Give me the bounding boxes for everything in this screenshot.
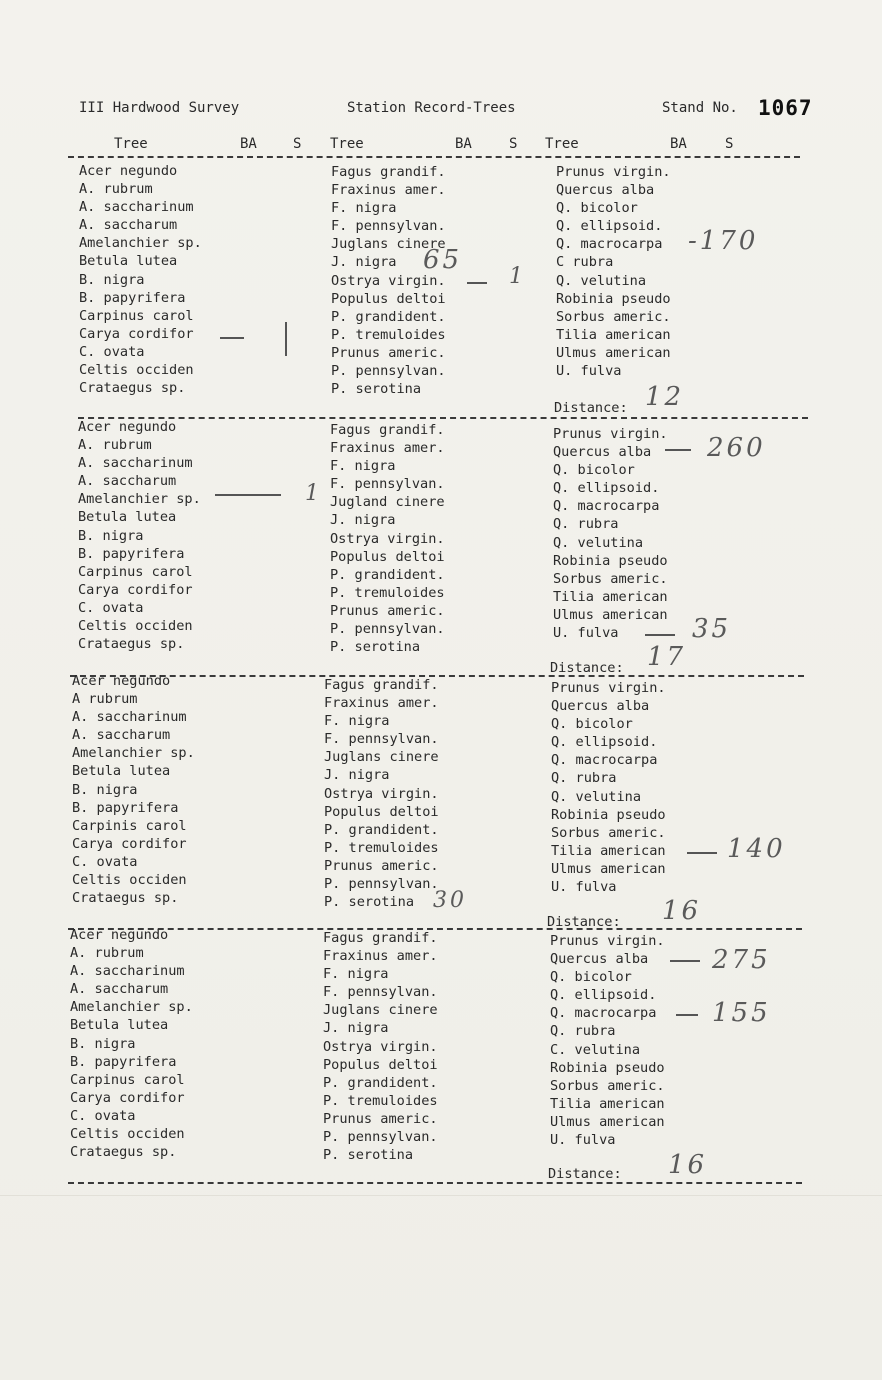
- col1-header: Tree: [114, 136, 148, 152]
- tree-name: P. pennsylvan.: [323, 1129, 438, 1146]
- tree-name: Q. ellipsoid.: [550, 987, 657, 1004]
- section4-col3: [550, 932, 665, 1149]
- section2-col1: [78, 418, 201, 653]
- tree-name: Juglans cinere: [331, 236, 446, 253]
- tree-name: A. saccharinum: [72, 709, 187, 726]
- tree-name: B. papyrifera: [78, 545, 185, 562]
- col2-ba-header: BA: [455, 136, 472, 152]
- tree-name: A. saccharinum: [70, 963, 185, 980]
- tree-name: Prunus virgin.: [553, 426, 668, 442]
- tree-name: Carya cordifor: [79, 325, 194, 342]
- tree-name: Amelanchier sp.: [70, 999, 193, 1016]
- section2-col3: [553, 425, 668, 642]
- tree-name: B. nigra: [70, 1035, 136, 1052]
- tree-name: Fraxinus amer.: [323, 948, 438, 965]
- tree-name: Juglans cinere: [323, 1002, 438, 1019]
- tree-name: Jugland cinere: [330, 494, 445, 511]
- section-divider: [68, 1182, 802, 1184]
- tree-name: Betula lutea: [78, 509, 177, 526]
- tree-name: Q. bicolor: [550, 969, 632, 986]
- tree-name: A. saccharum: [70, 981, 169, 998]
- tree-name: Prunus americ.: [323, 1110, 438, 1127]
- tree-name: Populus deltoi: [324, 803, 439, 820]
- tree-name: Acer negundo: [70, 927, 169, 943]
- tree-name: Q. bicolor: [553, 462, 635, 479]
- handwritten-note: 30: [433, 888, 467, 913]
- section3-col3: [551, 679, 666, 896]
- pencil-tally: [285, 322, 287, 356]
- tree-name: Q. macrocarpa: [553, 498, 660, 515]
- tree-name: P. pennsylvan.: [330, 621, 445, 638]
- distance-value: 16: [662, 896, 702, 926]
- tree-name: Tilia american: [551, 842, 666, 859]
- tree-name: A. rubrum: [79, 181, 153, 198]
- tree-name: Carya cordifor: [72, 835, 187, 852]
- col3-s-header: S: [725, 136, 734, 152]
- tree-name: C. ovata: [78, 599, 144, 616]
- section3-col1: [72, 672, 195, 907]
- tree-name: P. tremuloides: [331, 326, 446, 343]
- tree-name: P. grandident.: [323, 1074, 438, 1091]
- tree-name: F. pennsylvan.: [324, 731, 439, 748]
- pencil-dash: [665, 449, 691, 451]
- tree-name: Celtis occiden: [79, 362, 194, 379]
- tree-name: Carya cordifor: [78, 581, 193, 598]
- tree-name: Quercus alba: [550, 951, 649, 968]
- pencil-dash: [670, 960, 700, 962]
- tree-name: Fagus grandif.: [331, 164, 446, 180]
- tree-name: U. fulva: [553, 625, 619, 642]
- pencil-dash: [645, 634, 675, 636]
- tree-name: Crataegus sp.: [78, 636, 185, 653]
- tree-name: P. pennsylvan.: [324, 876, 439, 893]
- tree-name: Q. rubra: [551, 770, 617, 787]
- tree-name: Robinia pseudo: [553, 552, 668, 569]
- tree-name: Amelanchier sp.: [79, 235, 202, 252]
- tree-name: P. tremuloides: [330, 584, 445, 601]
- tree-name: C. ovata: [79, 343, 145, 360]
- handwritten-note: 35: [692, 614, 732, 644]
- tree-name: Robinia pseudo: [556, 290, 671, 307]
- tree-name: Q. ellipsoid.: [553, 480, 660, 497]
- tree-name: Ostrya virgin.: [324, 785, 439, 802]
- tree-name: Q. ellipsoid.: [556, 218, 663, 235]
- tree-name: Ostrya virgin.: [331, 272, 446, 289]
- tree-name: P. serotina: [323, 1147, 414, 1164]
- tree-name: Carpinis carol: [72, 817, 187, 834]
- paper-fold: [0, 1195, 882, 1196]
- tree-name: Betula lutea: [72, 763, 171, 780]
- handwritten-note: 155: [712, 998, 771, 1028]
- tree-name: Fagus grandif.: [324, 677, 439, 693]
- survey-title: III Hardwood Survey: [79, 100, 240, 116]
- tree-name: Acer negundo: [79, 163, 178, 179]
- tree-name: A. saccharum: [79, 217, 178, 234]
- tree-name: Ulmus american: [551, 860, 666, 877]
- tree-name: Prunus virgin.: [556, 164, 671, 180]
- tree-name: Tilia american: [553, 588, 668, 605]
- col2-header: Tree: [330, 136, 364, 152]
- tree-name: Robinia pseudo: [551, 806, 666, 823]
- tree-name: A. saccharum: [78, 473, 177, 490]
- tree-name: Populus deltoi: [331, 290, 446, 307]
- tree-name: Ostrya virgin.: [323, 1038, 438, 1055]
- handwritten-note: -170: [688, 226, 759, 256]
- tree-name: Q. velutina: [556, 272, 647, 289]
- tree-name: Betula lutea: [70, 1017, 169, 1034]
- tree-name: F. nigra: [323, 966, 389, 983]
- tree-name: A rubrum: [72, 691, 138, 708]
- tree-name: Sorbus americ.: [556, 308, 671, 325]
- tree-name: P. tremuloides: [324, 839, 439, 856]
- tree-name: Q. macrocarpa: [550, 1005, 657, 1022]
- col1-ba-header: BA: [240, 136, 257, 152]
- tree-name: Sorbus americ.: [551, 824, 666, 841]
- section2-col2: [330, 421, 445, 656]
- tree-name: U. fulva: [556, 363, 622, 380]
- tree-name: Carya cordifor: [70, 1089, 185, 1106]
- tree-name: Populus deltoi: [323, 1056, 438, 1073]
- tree-name: B. nigra: [79, 271, 145, 288]
- tree-name: P. grandident.: [330, 566, 445, 583]
- section4-col2: [323, 929, 438, 1164]
- tree-name: Q. velutina: [551, 788, 642, 805]
- tree-name: Juglans cinere: [324, 749, 439, 766]
- tree-name: Q. bicolor: [551, 716, 633, 733]
- tree-name: Prunus americ.: [330, 602, 445, 619]
- tree-name: Prunus virgin.: [550, 933, 665, 949]
- tree-name: U. fulva: [551, 879, 617, 896]
- handwritten-note: 140: [727, 834, 786, 864]
- tree-name: Q. velutina: [553, 534, 644, 551]
- tree-name: Q. macrocarpa: [556, 236, 663, 253]
- section3-col2: [324, 676, 439, 911]
- tree-name: Ulmus american: [550, 1113, 665, 1130]
- section1-col2: [331, 163, 446, 398]
- pencil-dash: [687, 852, 717, 854]
- stand-label: Stand No.: [662, 100, 738, 116]
- tree-name: Fraxinus amer.: [324, 695, 439, 712]
- tree-name: Carpinus carol: [78, 563, 193, 580]
- section1-col3: [556, 163, 671, 380]
- section4-col1: [70, 926, 193, 1161]
- tree-name: F. pennsylvan.: [330, 476, 445, 493]
- tree-name: Fagus grandif.: [323, 930, 438, 946]
- tree-name: Populus deltoi: [330, 548, 445, 565]
- tree-name: P. serotina: [330, 639, 421, 656]
- tree-name: Carpinus carol: [79, 307, 194, 324]
- header-divider: [68, 156, 800, 158]
- tree-name: C. ovata: [70, 1107, 136, 1124]
- tree-name: Acer negundo: [72, 673, 171, 689]
- tree-name: Prunus americ.: [331, 344, 446, 361]
- tree-name: Crataegus sp.: [72, 890, 179, 907]
- tree-name: Robinia pseudo: [550, 1059, 665, 1076]
- tree-name: B. nigra: [72, 781, 138, 798]
- tree-name: Prunus americ.: [324, 857, 439, 874]
- pencil-dash: [220, 337, 244, 339]
- tree-name: Q. rubra: [550, 1023, 616, 1040]
- handwritten-note: 65: [423, 245, 463, 275]
- handwritten-note: 1: [509, 264, 526, 289]
- tree-name: Crataegus sp.: [70, 1144, 177, 1161]
- tree-name: Tilia american: [550, 1095, 665, 1112]
- tree-name: Q. bicolor: [556, 200, 638, 217]
- pencil-dash: [467, 282, 487, 284]
- tree-name: Sorbus americ.: [553, 570, 668, 587]
- tree-name: Ostrya virgin.: [330, 530, 445, 547]
- tree-name: F. nigra: [330, 458, 396, 475]
- col2-s-header: S: [509, 136, 518, 152]
- pencil-dash: [676, 1014, 698, 1016]
- tree-name: Crataegus sp.: [79, 380, 186, 397]
- distance-label: Distance:: [547, 914, 621, 930]
- stand-number: 1067: [758, 96, 813, 120]
- tree-name: Sorbus americ.: [550, 1077, 665, 1094]
- tree-name: A. saccharinum: [79, 199, 194, 216]
- tree-name: Ulmus american: [556, 344, 671, 361]
- tree-name: P. pennsylvan.: [331, 363, 446, 380]
- tree-name: Q. rubra: [553, 516, 619, 533]
- tree-name: B. nigra: [78, 527, 144, 544]
- col1-s-header: S: [293, 136, 302, 152]
- tree-name: Ulmus american: [553, 606, 668, 623]
- tree-name: C. velutina: [550, 1041, 641, 1058]
- tree-name: A. saccharum: [72, 727, 171, 744]
- tree-name: Prunus virgin.: [551, 680, 666, 696]
- tree-name: Q. ellipsoid.: [551, 734, 658, 751]
- handwritten-note: 260: [707, 433, 766, 463]
- tree-name: U. fulva: [550, 1132, 616, 1149]
- tree-name: P. serotina: [331, 381, 422, 398]
- tree-name: Betula lutea: [79, 253, 178, 270]
- tree-name: Amelanchier sp.: [78, 491, 201, 508]
- distance-label: Distance:: [550, 660, 624, 676]
- tree-name: Quercus alba: [551, 698, 650, 715]
- tree-name: J. nigra: [323, 1020, 389, 1037]
- distance-value: 12: [645, 382, 685, 412]
- col3-ba-header: BA: [670, 136, 687, 152]
- tree-name: P. grandident.: [324, 821, 439, 838]
- tree-name: F. pennsylvan.: [323, 984, 438, 1001]
- tree-name: J. nigra: [331, 254, 397, 271]
- handwritten-note: 275: [712, 945, 771, 975]
- col3-header: Tree: [545, 136, 579, 152]
- tree-name: Quercus alba: [556, 182, 655, 199]
- tree-name: Q. macrocarpa: [551, 752, 658, 769]
- distance-label: Distance:: [548, 1166, 622, 1182]
- tree-name: C. ovata: [72, 853, 138, 870]
- tree-name: Fraxinus amer.: [331, 182, 446, 199]
- tree-name: P. tremuloides: [323, 1092, 438, 1109]
- tree-name: Acer negundo: [78, 419, 177, 435]
- tree-name: Fagus grandif.: [330, 422, 445, 438]
- section1-col1: [79, 162, 202, 397]
- tree-name: A. rubrum: [78, 437, 152, 454]
- tree-name: Carpinus carol: [70, 1071, 185, 1088]
- tree-name: A. rubrum: [70, 945, 144, 962]
- tree-name: F. nigra: [331, 200, 397, 217]
- tree-name: F. nigra: [324, 713, 390, 730]
- tree-name: B. papyrifera: [79, 289, 186, 306]
- record-title: Station Record-Trees: [347, 100, 516, 116]
- tree-name: J. nigra: [324, 767, 390, 784]
- pencil-dash: [215, 494, 281, 496]
- tree-name: B. papyrifera: [70, 1053, 177, 1070]
- tree-name: P. serotina: [324, 894, 415, 911]
- distance-value: 16: [668, 1150, 708, 1180]
- tree-name: J. nigra: [330, 512, 396, 529]
- tree-name: B. papyrifera: [72, 799, 179, 816]
- tree-name: Celtis occiden: [78, 618, 193, 635]
- tree-name: P. grandident.: [331, 308, 446, 325]
- distance-value: 17: [647, 642, 687, 672]
- tree-name: A. saccharinum: [78, 455, 193, 472]
- tree-name: F. pennsylvan.: [331, 218, 446, 235]
- distance-label: Distance:: [554, 400, 628, 416]
- tree-name: C rubra: [556, 254, 614, 271]
- tree-name: Amelanchier sp.: [72, 745, 195, 762]
- tree-name: Celtis occiden: [72, 872, 187, 889]
- tree-name: Tilia american: [556, 326, 671, 343]
- tree-name: Fraxinus amer.: [330, 440, 445, 457]
- tree-name: Celtis occiden: [70, 1126, 185, 1143]
- handwritten-note: 1: [305, 481, 322, 506]
- tree-name: Quercus alba: [553, 444, 652, 461]
